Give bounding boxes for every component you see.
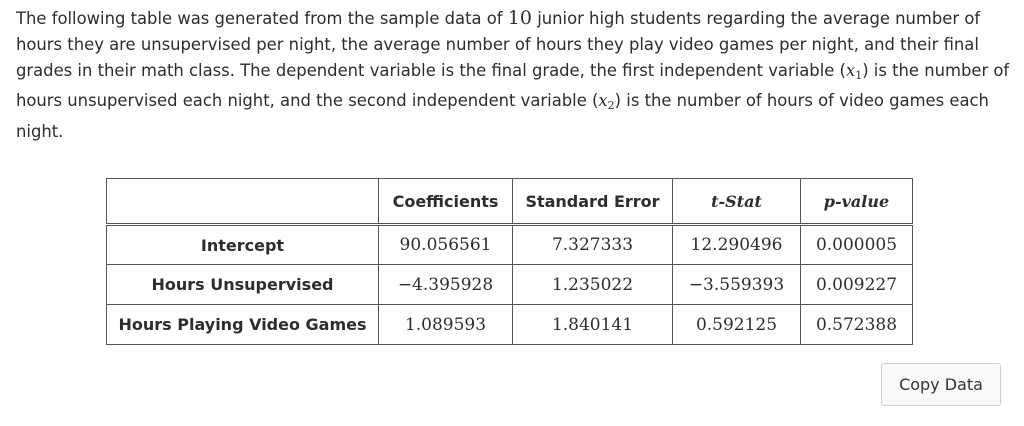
cell-standard-error: 7.327333 [513,225,673,265]
variable-x2 [598,91,615,113]
column-header-coefficients: Coefficients [379,179,513,225]
cell-p-value: 0.572388 [801,305,913,345]
variable-subscript: 1 [855,68,863,82]
cell-coefficient: 1.089593 [379,305,513,345]
column-header-empty [107,179,379,225]
variable-subscript: 2 [607,99,615,113]
cell-coefficient: 90.056561 [379,225,513,265]
column-header-standard-error: Standard Error [513,179,673,225]
row-label-intercept: Intercept [107,225,379,265]
table-row [107,265,913,305]
cell-t-stat: 0.592125 [673,305,801,345]
cell-standard-error: 1.840141 [513,305,673,345]
regression-table [106,178,913,345]
cell-standard-error: 1.235022 [513,265,673,305]
cell-coefficient: −4.395928 [379,265,513,305]
cell-p-value: 0.000005 [801,225,913,265]
sample-size: 10 [507,7,532,29]
problem-text-part: The following table was generated from the sample data of [16,9,508,28]
variable-x1 [846,61,862,80]
cell-t-stat: −3.559393 [673,265,801,305]
problem-text-part: ) is the number of hours of video games each night. [16,91,989,142]
column-header-t-stat: t-Stat [673,179,801,225]
cell-p-value: 0.009227 [801,265,913,305]
row-label-hours-playing-video-games: Hours Playing Video Games [107,305,379,345]
copy-data-button[interactable]: Copy Data [881,363,1001,406]
cell-t-stat: 12.290496 [673,225,801,265]
problem-statement [16,6,1012,145]
table-row [107,305,913,345]
table-row [107,225,913,265]
row-label-hours-unsupervised: Hours Unsupervised [107,265,379,305]
variable-symbol: x [598,91,608,111]
table-header-row [107,179,913,225]
column-header-p-value: p-value [801,179,913,225]
variable-symbol: x [845,60,856,80]
problem-text-part: ) is the number of hours unsupervised each night, and the second independent variable ( [16,60,1010,111]
problem-text-part: junior high students regarding the average number of hours they are unsupervised per night, the average number of hours they play video games per night, and their final grades in their math class. The dependent variable is the final grade, the first independent variable ( [16,9,981,80]
